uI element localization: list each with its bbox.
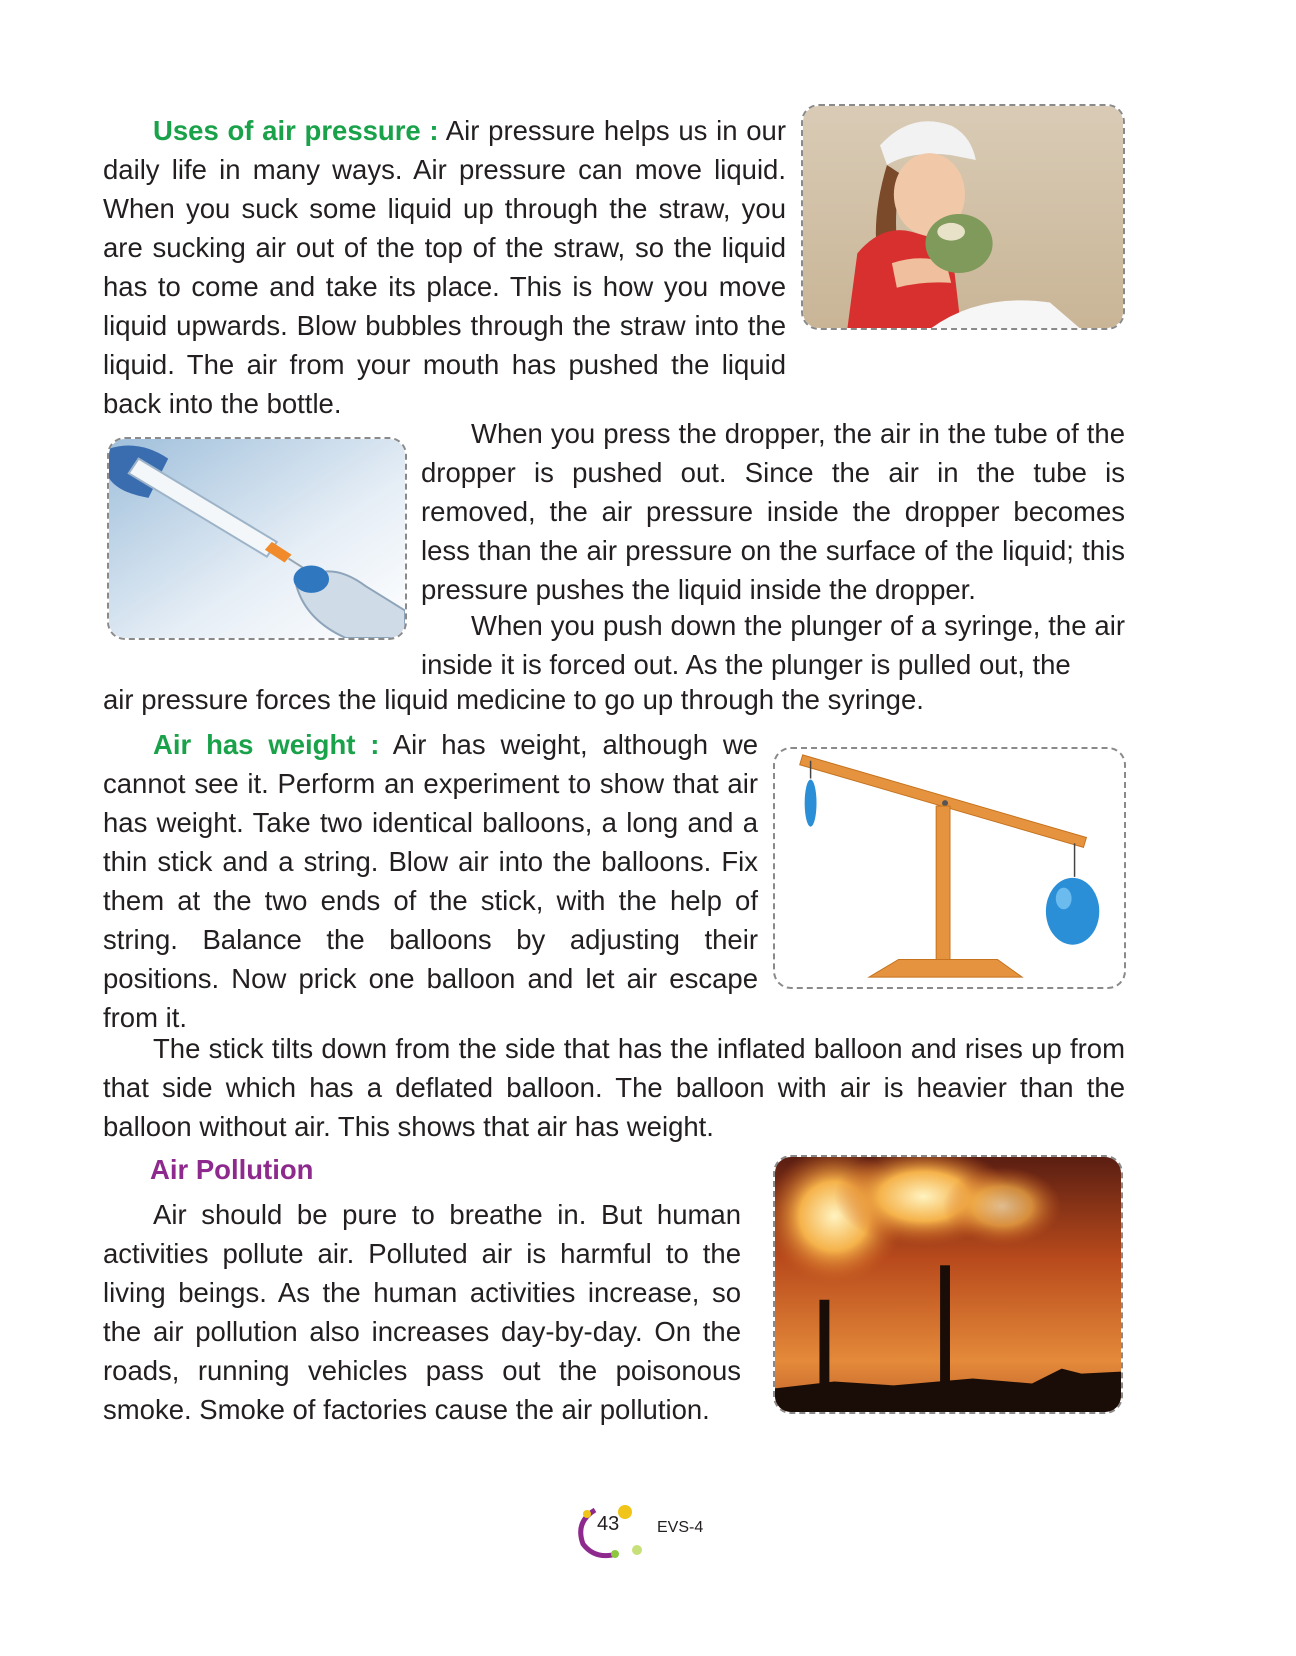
dropper-paragraph [421, 414, 1125, 609]
dropper-text: When you press the dropper, the air in the tube of the dropper is pushed out. Since the air in the tube is removed, the air pressure inside the dropper becomes less than the air pressure on the surface of the liquid; this pressure pushes the liquid inside the dropper. [421, 418, 1125, 605]
air-weight-heading: Air has weight : [153, 729, 380, 760]
air-pressure-heading: Uses of air pressure : [153, 115, 439, 146]
air-pollution-paragraph [103, 1195, 741, 1429]
factory-image [773, 1155, 1123, 1414]
air-pollution-heading: Air Pollution [150, 1154, 314, 1185]
syringe-text-1: When you push down the plunger of a syringe, the air inside it is forced out. As the plunger is pulled out, the [421, 610, 1125, 680]
tilt-paragraph [103, 1029, 1125, 1146]
page-number: 43 [597, 1513, 620, 1535]
air-weight-text: Air has weight, although we cannot see it. Perform an experiment to show that air has weight. Take two identical balloons, a long and a thin stick and a string. Blow air into the balloons. Fix them at the two ends of the stick, with the help of string. Balance the balloons by adjusting their positions. Now prick one balloon and let air escape from it. [103, 729, 759, 1033]
syringe-text-2: air pressure forces the liquid medicine to go up through the syringe. [103, 684, 924, 715]
balance-image [773, 747, 1126, 989]
page-footer [597, 1510, 770, 1570]
girl-drinking-image [801, 104, 1125, 330]
book-code: EVS-4 [657, 1519, 704, 1536]
air-pressure-paragraph [103, 111, 786, 423]
syringe-paragraph-part2 [103, 680, 1125, 719]
syringe-paragraph-part1 [421, 606, 1125, 684]
air-pressure-text: Air pressure helps us in our daily life in many ways. Air pressure can move liquid. When you suck some liquid up through the straw, you are sucking air out of the top of the straw, so the liquid has to come and take its place. This is how you move liquid upwards. Blow bubbles through the straw into the liquid. The air from your mouth has pushed the liquid back into the bottle. [103, 115, 786, 419]
syringe-image [107, 437, 407, 640]
tilt-text: The stick tilts down from the side that has the inflated balloon and rises up from that side which has a deflated balloon. The balloon with air is heavier than the balloon without air. This shows that air has weight. [103, 1033, 1125, 1142]
air-weight-paragraph [103, 725, 758, 1037]
air-pollution-text: Air should be pure to breathe in. But human activities pollute air. Polluted air is harmful to the living beings. As the human activities increase, so the air pollution also increases day-by-day. On the roads, running vehicles pass out the poisonous smoke. Smoke of factories cause the air pollution. [103, 1199, 741, 1425]
